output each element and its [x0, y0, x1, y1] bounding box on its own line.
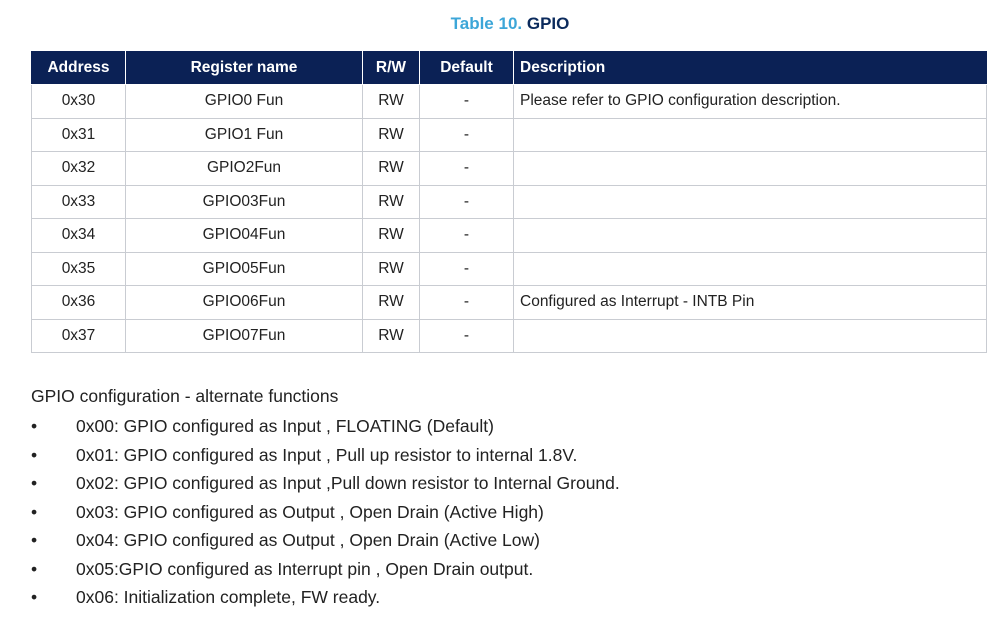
bullet-marker: •	[31, 473, 38, 493]
cell-register-name: GPIO06Fun	[126, 286, 363, 320]
list-item-text: 0x05:GPIO configured as Interrupt pin , Open Drain output.	[76, 558, 534, 579]
cell-register-name: GPIO05Fun	[126, 252, 363, 286]
table-row	[32, 85, 987, 119]
cell-register-name: GPIO1 Fun	[126, 118, 363, 152]
list-item-text: 0x00: GPIO configured as Input , FLOATING (Default)	[76, 416, 494, 436]
list-item	[31, 412, 971, 441]
cell-address: 0x36	[32, 286, 126, 320]
bullet-marker: •	[31, 530, 38, 550]
gpio-register-table	[31, 51, 987, 353]
bullet-marker: •	[31, 587, 38, 607]
list-item	[31, 441, 971, 470]
cell-register-name: GPIO04Fun	[126, 219, 363, 253]
notes-heading: GPIO configuration - alternate functions	[31, 386, 339, 406]
cell-default: -	[420, 152, 514, 186]
cell-address: 0x37	[32, 319, 126, 353]
cell-description: Configured as Interrupt - INTB Pin	[514, 286, 987, 320]
cell-default: -	[420, 286, 514, 320]
cell-rw: RW	[363, 185, 420, 219]
cell-rw: RW	[363, 85, 420, 119]
cell-address: 0x33	[32, 185, 126, 219]
cell-description	[514, 219, 987, 253]
cell-description	[514, 319, 987, 353]
bullet-marker: •	[31, 558, 38, 579]
cell-address: 0x35	[32, 252, 126, 286]
cell-register-name: GPIO0 Fun	[126, 85, 363, 119]
cell-default: -	[420, 219, 514, 253]
table-row	[32, 219, 987, 253]
table-caption-title: GPIO	[526, 14, 570, 33]
cell-rw: RW	[363, 286, 420, 320]
table-row	[32, 118, 987, 152]
list-item	[31, 498, 971, 527]
header-rw: R/W	[363, 52, 420, 85]
cell-default: -	[420, 85, 514, 119]
cell-rw: RW	[363, 152, 420, 186]
list-item-text: 0x03: GPIO configured as Output , Open Drain (Active High)	[76, 501, 544, 522]
table-caption	[0, 14, 999, 34]
list-item-text: 0x06: Initialization complete, FW ready.	[76, 587, 381, 607]
cell-register-name: GPIO03Fun	[126, 185, 363, 219]
table-row	[32, 319, 987, 353]
cell-rw: RW	[363, 252, 420, 286]
table-row	[32, 152, 987, 186]
cell-rw: RW	[363, 319, 420, 353]
cell-description	[514, 152, 987, 186]
cell-default: -	[420, 185, 514, 219]
cell-register-name: GPIO07Fun	[126, 319, 363, 353]
list-item-text: 0x04: GPIO configured as Output , Open Drain (Active Low)	[76, 530, 540, 550]
cell-rw: RW	[363, 219, 420, 253]
bullet-marker: •	[31, 444, 38, 465]
list-item-text: 0x01: GPIO configured as Input , Pull up resistor to internal 1.8V.	[76, 444, 578, 465]
cell-rw: RW	[363, 118, 420, 152]
table-row	[32, 185, 987, 219]
list-item	[31, 469, 971, 498]
header-default: Default	[420, 52, 514, 85]
cell-address: 0x31	[32, 118, 126, 152]
cell-register-name: GPIO2Fun	[126, 152, 363, 186]
header-register-name: Register name	[126, 52, 363, 85]
cell-address: 0x30	[32, 85, 126, 119]
list-item	[31, 526, 971, 555]
table-header-row	[32, 52, 987, 85]
header-address: Address	[32, 52, 126, 85]
gpio-configuration-notes	[31, 384, 971, 612]
table-caption-number: Table 10.	[450, 14, 523, 33]
table-row	[32, 286, 987, 320]
cell-default: -	[420, 319, 514, 353]
cell-default: -	[420, 252, 514, 286]
list-item	[31, 583, 971, 612]
bullet-marker: •	[31, 501, 38, 522]
bullet-marker: •	[31, 416, 38, 436]
header-description: Description	[514, 52, 987, 85]
table-row	[32, 252, 987, 286]
cell-address: 0x34	[32, 219, 126, 253]
cell-description	[514, 252, 987, 286]
list-item	[31, 555, 971, 584]
cell-description	[514, 118, 987, 152]
cell-description	[514, 185, 987, 219]
cell-description: Please refer to GPIO configuration description.	[514, 85, 987, 119]
cell-default: -	[420, 118, 514, 152]
list-item-text: 0x02: GPIO configured as Input ,Pull down resistor to Internal Ground.	[76, 473, 620, 493]
alternate-functions-list	[31, 412, 971, 612]
cell-address: 0x32	[32, 152, 126, 186]
